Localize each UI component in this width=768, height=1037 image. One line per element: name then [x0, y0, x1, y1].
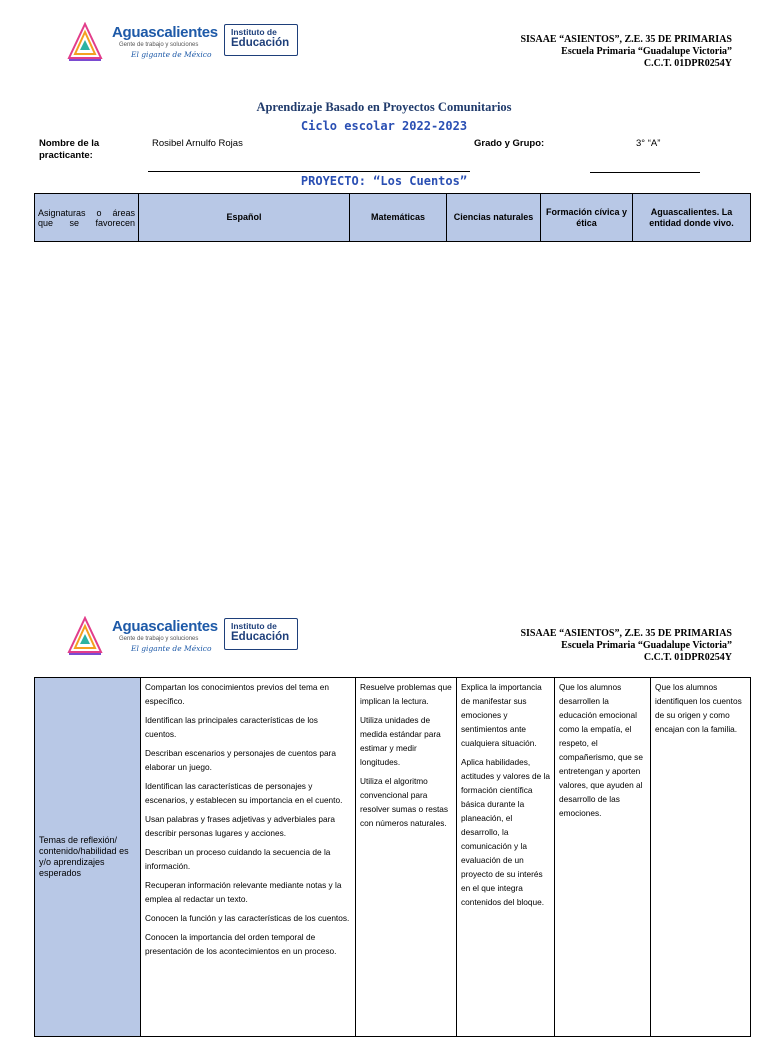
- list-item: Identifican las características de personajes y escenarios, y establecen su importancia en el cuento.: [145, 781, 343, 805]
- school-header-line2: Escuela Primaria “Guadalupe Victoria”: [561, 46, 732, 57]
- state-logo-title: Aguascalientes: [112, 24, 218, 41]
- school-header-line3: C.C.T. 01DPR0254Y: [643, 652, 732, 663]
- document-title: Aprendizaje Basado en Proyectos Comunitarios: [256, 100, 512, 114]
- state-logo-tagline: El gigante de México: [131, 644, 212, 653]
- state-logo-page2: [67, 616, 217, 658]
- state-logo: [67, 22, 217, 64]
- school-header: [520, 34, 732, 70]
- school-header-line1: SISAAE “ASIENTOS”, Z.E. 35 DE PRIMARIAS: [520, 34, 732, 45]
- school-header-line2: Escuela Primaria “Guadalupe Victoria”: [561, 640, 732, 651]
- content-row-label: Temas de reflexión/ contenido/habilidad es y/o aprendizajes esperados: [35, 678, 141, 1037]
- list-item: Explica la importancia de manifestar sus emociones y sentimientos ante cualquiera situación.: [461, 682, 542, 748]
- list-item: Utiliza unidades de medida estándar para estimar y medir longitudes.: [360, 715, 441, 767]
- list-item: Conocen la función y las características de los cuentos.: [145, 913, 350, 923]
- list-item: Identifican las principales características de los cuentos.: [145, 715, 318, 739]
- subject-espanol: Español: [139, 194, 350, 242]
- list-item: Recuperan información relevante mediante notas y la emplea al redactar un texto.: [145, 880, 342, 904]
- school-header-page2: [520, 628, 732, 664]
- list-item: Utiliza el algoritmo convencional para resolver sumas o restas con números naturales.: [360, 776, 449, 828]
- subject-entidad: Aguascalientes. La entidad donde vivo.: [633, 194, 751, 242]
- list-item: Que los alumnos identifiquen los cuentos de su origen y como encajan con la familia.: [655, 682, 742, 734]
- list-item: Que los alumnos desarrollen la educación emocional como la empatía, el respeto, el compañerismo, que se entretengan y aporten valores, que ayuden al desarrollo de las emociones.: [559, 682, 643, 818]
- grado-underline: [590, 172, 700, 173]
- state-logo-mark-icon: [67, 616, 103, 656]
- subjects-table: [34, 193, 751, 242]
- state-logo-tagline: El gigante de México: [131, 50, 212, 59]
- list-item: Compartan los conocimientos previos del tema en específico.: [145, 682, 330, 706]
- subject-civica: Formación cívica y ética: [541, 194, 633, 242]
- subjects-row-label: Asignaturas o áreas que se favorecen: [35, 194, 139, 242]
- practicante-underline: [148, 171, 470, 172]
- practicante-label: Nombre de la practicante:: [39, 138, 100, 161]
- institute-logo-page2: [224, 618, 298, 650]
- list-item: Describan escenarios y personajes de cuentos para elaborar un juego.: [145, 748, 336, 772]
- institute-logo: [224, 24, 298, 56]
- institute-logo-line1: Instituto de: [231, 27, 277, 37]
- institute-logo-line2: Educación: [231, 631, 290, 643]
- list-item: Conocen la importancia del orden temporal de presentación de los acontecimientos en un proceso.: [145, 932, 337, 956]
- subjects-row: [35, 194, 751, 242]
- list-item: Usan palabras y frases adjetivas y adverbiales para describir personas lugares y acciones.: [145, 814, 336, 838]
- state-logo-slogan: Gente de trabajo y soluciones: [119, 636, 199, 642]
- matematicas-cell: [356, 678, 457, 1037]
- list-item: Resuelve problemas que implican la lectura.: [360, 682, 452, 706]
- institute-logo-line2: Educación: [231, 37, 290, 49]
- school-header-line1: SISAAE “ASIENTOS”, Z.E. 35 DE PRIMARIAS: [520, 628, 732, 639]
- practicante-value: Rosibel Arnulfo Rojas: [152, 138, 243, 149]
- state-logo-title: Aguascalientes: [112, 618, 218, 635]
- state-logo-mark-icon: [67, 22, 103, 62]
- civica-cell: [555, 678, 651, 1037]
- subject-matematicas: Matemáticas: [350, 194, 447, 242]
- list-item: Aplica habilidades, actitudes y valores de la formación científica básica durante la planeación, el desarrollo, la comunicación y la evaluación de un proyecto de su interés en el que integra contenidos del bloque.: [461, 757, 551, 907]
- institute-logo-line1: Instituto de: [231, 621, 277, 631]
- grado-label: Grado y Grupo:: [474, 138, 545, 149]
- entidad-cell: [651, 678, 751, 1037]
- list-item: Describan un proceso cuidando la secuencia de la información.: [145, 847, 331, 871]
- state-logo-slogan: Gente de trabajo y soluciones: [119, 42, 199, 48]
- school-header-line3: C.C.T. 01DPR0254Y: [643, 58, 732, 69]
- ciencias-cell: [457, 678, 555, 1037]
- grado-value: 3° “A”: [636, 138, 661, 149]
- content-row: [35, 678, 751, 1037]
- espanol-cell: [141, 678, 356, 1037]
- project-title: PROYECTO: “Los Cuentos”: [300, 174, 468, 188]
- school-cycle: Ciclo escolar 2022-2023: [300, 119, 468, 133]
- content-table: [34, 677, 751, 1037]
- subject-ciencias: Ciencias naturales: [447, 194, 541, 242]
